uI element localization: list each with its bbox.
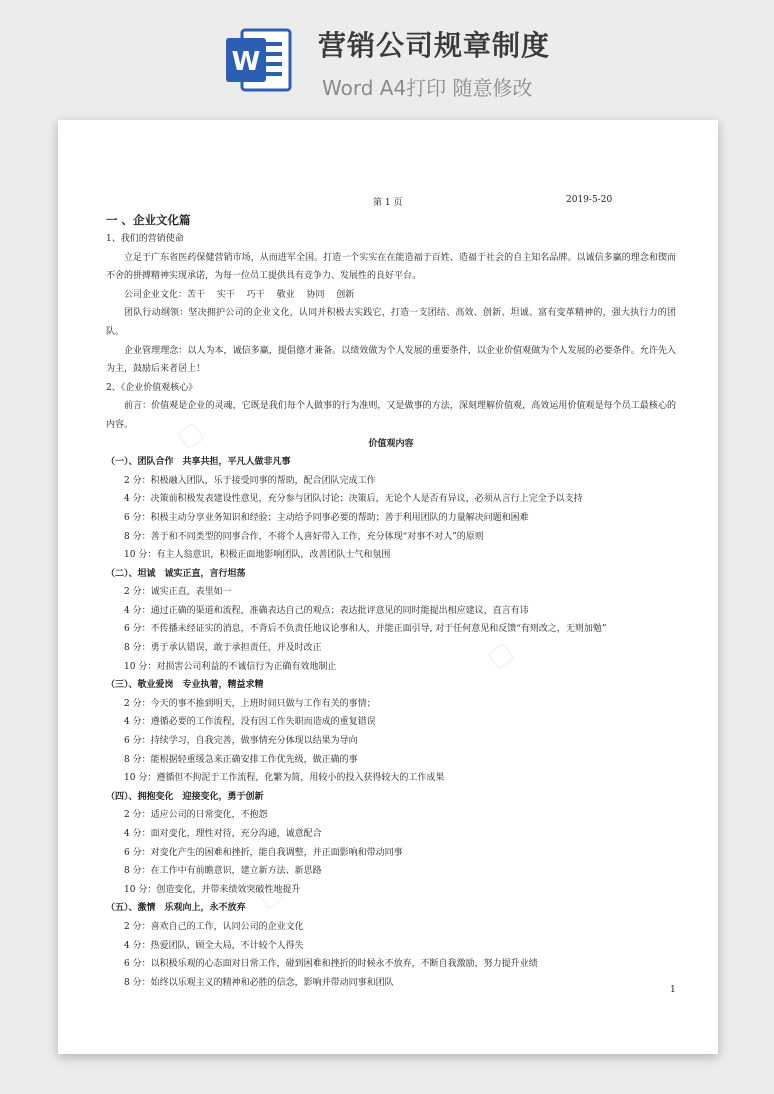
value-section-title: （三）、敬业爱岗 专业执着，精益求精 (106, 680, 264, 691)
list-item: 6 分：不传播未经证实的消息，不背后不负责任地议论事和人，并能正面引导, 对于任何意见和反馈“有则改之，无则加勉” (124, 624, 607, 635)
list-item: 2 分：今天的事不推到明天，上班时间只做与工作有关的事情； (124, 698, 376, 709)
watermark-shape: ▢ (171, 415, 209, 455)
list-item: 6 分：以积极乐观的心态面对日常工作，碰到困难和挫折的时候永不放弃，不断自我激励，努力提升业绩 (124, 959, 538, 970)
list-item: 2 分：适应公司的日常变化，不抱怨 (124, 810, 268, 821)
paragraph: 前言：价值观是企业的灵魂，它既是我们每个人做事的行为准则，又是做事的方法，深刻理解价值观，高效运用价值观是每个员工最核心的内容。 (106, 401, 676, 430)
value-section (106, 565, 676, 677)
list-item: 8 分：能根据轻重缓急来正确安排工作优先级，做正确的事 (124, 754, 358, 765)
value-section-title: （五）、激情 乐观向上，永不放弃 (106, 903, 246, 914)
list-item: 8 分：始终以乐观主义的精神和必胜的信念，影响并带动同事和团队 (124, 977, 394, 988)
list-item: 8 分：勇于承认错误，敢于承担责任，并及时改正 (124, 643, 322, 654)
word-logo-letter: W (231, 47, 261, 77)
watermark-shape: ▢ (481, 635, 519, 675)
paragraph: 立足于广东省医药保健营销市场，从而进军全国。打造一个实实在在能造福于百姓、造福于社会的自主知名品牌。以诚信多赢的理念和锲而不舍的拼搏精神实现承诺，为每一位员工提供具有竞争力、发展性的良好平台。 (106, 252, 676, 282)
banner-title: 营销公司规章制度 (318, 29, 551, 62)
value-section (106, 676, 676, 788)
list-item: 8 分：善于和不同类型的同事合作，不将个人喜好带入工作，充分体现“对事不对人”的原则 (124, 531, 484, 542)
paragraph: 企业管理理念：以人为本，诚信多赢，提倡德才兼备。以绩效做为个人发展的重要条件，以企业价值观做为个人发展的必要条件。允许先入为主，鼓励后来者居上！ (106, 345, 676, 375)
list-item: 4 分：通过正确的渠道和流程，准确表达自己的观点；表达批评意见的同时能提出相应建议，直言有讳 (124, 605, 529, 616)
value-section-title: （一）、团队合作 共享共担，平凡人做非凡事 (106, 457, 291, 468)
list-item: 10 分：遵循但不拘泥于工作流程，化繁为简，用较小的投入获得较大的工作成果 (124, 773, 445, 784)
values-title: 价值观内容 (368, 438, 414, 449)
list-item: 4 分：热爱团队，顾全大局，不计较个人得失 (124, 940, 304, 951)
list-item: 4 分：决策前积极发表建设性意见，充分参与团队讨论；决策后，无论个人是否有异议，必须从言行上完全予以支持 (124, 494, 583, 505)
list-item: 6 分：积极主动分享业务知识和经验；主动给予同事必要的帮助；善于利用团队的力量解决问题和困难 (124, 512, 529, 523)
list-item: 4 分：遵循必要的工作流程，没有因工作失职而造成的重复错误 (124, 717, 376, 728)
page-number: 1 (670, 985, 676, 995)
paragraph: 团队行动纲领：坚决拥护公司的企业文化，认同并积极去实践它，打造一支团结、高效、创新、坦诚、富有变革精神的，强大执行力的团队。 (106, 308, 676, 337)
banner (0, 0, 774, 118)
word-icon (222, 24, 294, 96)
value-section (106, 453, 676, 565)
value-section-title: （二）、坦诚 诚实正直，言行坦荡 (106, 568, 246, 579)
list-item: 2 分：诚实正直，表里如一 (124, 587, 232, 598)
value-section-title: （四）、拥抱变化 迎接变化，勇于创新 (106, 791, 264, 802)
list-item: 6 分：持续学习，自我完善，做事情充分体现以结果为导向 (124, 736, 358, 747)
section-heading: 1、我们的营销使命 (106, 234, 184, 244)
header-page: 第 1 页 (373, 198, 403, 208)
document-page (58, 120, 718, 1054)
list-item: 10 分：创造变化，并带来绩效突破性地提升 (124, 884, 301, 895)
list-item: 8 分：在工作中有前瞻意识，建立新方法、新思路 (124, 866, 322, 877)
value-section (106, 899, 676, 992)
list-item: 2 分：喜欢自己的工作，认同公司的企业文化 (124, 921, 304, 932)
header-date: 2019-5-20 (566, 195, 613, 205)
list-item: 10 分：对损害公司利益的不诚信行为正确有效地制止 (124, 661, 337, 672)
list-item: 4 分：面对变化，理性对待，充分沟通，诚意配合 (124, 829, 322, 839)
document-body (106, 210, 676, 992)
watermark-shape: ▢ (251, 875, 289, 915)
list-item: 10 分：有主人翁意识，积极正面地影响团队，改善团队士气和氛围 (124, 550, 391, 561)
section-heading: 2、《企业价值观核心》 (106, 382, 198, 393)
list-item: 2 分：积极融入团队，乐于接受同事的帮助，配合团队完成工作 (124, 475, 376, 486)
paragraph: 公司企业文化：苦干 实干 巧干 敬业 协同 创新 (124, 289, 355, 300)
banner-subtitle: Word A4打印 随意修改 (322, 76, 533, 100)
list-item: 6 分：对变化产生的困难和挫折，能自我调整，并正面影响和带动同事 (124, 847, 403, 858)
value-section (106, 788, 676, 900)
chapter-heading: 一 、企业文化篇 (106, 213, 191, 227)
